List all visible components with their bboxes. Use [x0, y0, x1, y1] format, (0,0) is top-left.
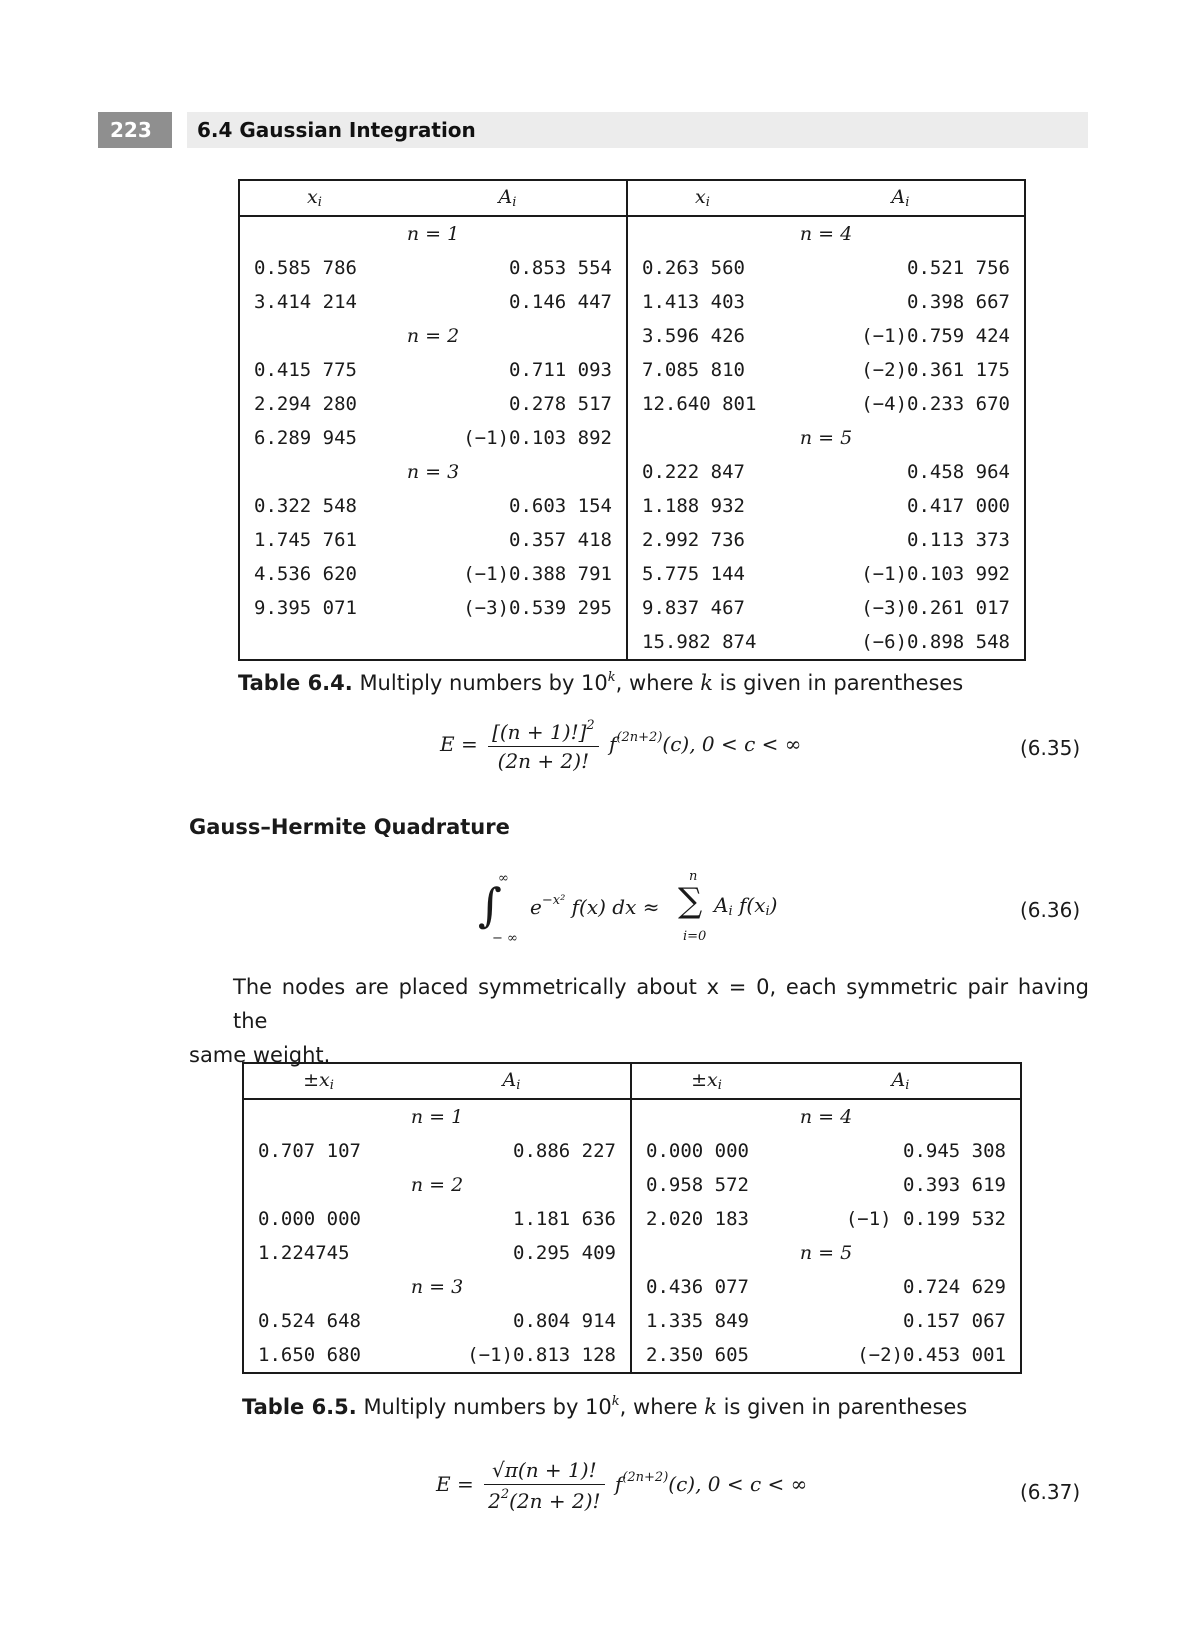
- group-label: n = 5: [627, 421, 1025, 455]
- node-cell: 2.350 605: [631, 1338, 781, 1373]
- rhs-a: A: [714, 893, 729, 917]
- weight-cell: 0.357 418: [509, 529, 612, 551]
- group-label: n = 2: [410, 1174, 464, 1196]
- group-label: n = 4: [631, 1099, 1021, 1134]
- node-cell: 0.000 000: [258, 1208, 361, 1230]
- eq-arg: (c), 0 < c < ∞: [662, 732, 802, 756]
- weight-cell: 0.278 517: [509, 393, 612, 415]
- node-cell: 9.395 071: [254, 597, 357, 619]
- empty-cell: [389, 625, 627, 660]
- table-6-5: [242, 1062, 1022, 1374]
- weight-cell: (−2)0.361 175: [861, 359, 1010, 381]
- table-row: [243, 1134, 1021, 1168]
- group-label: n = 4: [627, 216, 1025, 251]
- col-header-a: A: [891, 1069, 906, 1091]
- node-cell: 0.415 775: [254, 359, 357, 381]
- node-cell: 4.536 620: [254, 563, 357, 585]
- rhs-f: f(x: [732, 893, 766, 917]
- table-row: [243, 1236, 1021, 1270]
- node-cell: 2.294 280: [254, 393, 357, 415]
- table-row: [243, 1338, 1021, 1373]
- equation-number: (6.36): [1020, 898, 1081, 922]
- caption-sup: k: [607, 670, 616, 685]
- rhs-close: ): [769, 893, 778, 917]
- table-row: [239, 455, 1025, 489]
- weight-cell: (−1)0.759 424: [861, 325, 1010, 347]
- table-row: [243, 1304, 1021, 1338]
- table-header-row: [239, 180, 1025, 216]
- caption-sup: k: [611, 1394, 620, 1409]
- table-row: [243, 1270, 1021, 1304]
- table-row: [239, 625, 1025, 660]
- sum-upper: n: [689, 869, 698, 884]
- equation-6-37: [436, 1458, 807, 1513]
- weight-cell: 0.295 409: [513, 1242, 616, 1264]
- weight-cell: 0.804 914: [513, 1310, 616, 1332]
- node-cell: 0.585 786: [254, 257, 357, 279]
- group-label: n = 5: [631, 1236, 1021, 1270]
- node-cell: 9.837 467: [627, 591, 777, 625]
- eq-denom-base: 2: [488, 1489, 501, 1513]
- eq-numer-text: [(n + 1)!]: [492, 720, 587, 744]
- col-header-x: x: [695, 186, 706, 208]
- eq-arg: (c), 0 < c < ∞: [668, 1472, 808, 1496]
- node-cell: 2.020 183: [631, 1202, 781, 1236]
- caption-k: k: [704, 1395, 717, 1419]
- node-cell: 0.263 560: [627, 251, 777, 285]
- node-cell: 5.775 144: [627, 557, 777, 591]
- weight-cell: 0.521 756: [907, 257, 1010, 279]
- sum-rhs: [714, 893, 777, 919]
- caption-text: is given in parentheses: [712, 671, 964, 695]
- weight-cell: 0.157 067: [903, 1310, 1006, 1332]
- node-cell: 7.085 810: [627, 353, 777, 387]
- node-cell: 0.524 648: [258, 1310, 361, 1332]
- equation-6-36: [478, 869, 808, 946]
- col-header-x: ±x: [303, 1069, 330, 1091]
- col-header-a-sub: i: [905, 1078, 910, 1093]
- table-row: [239, 285, 1025, 319]
- col-header-a-sub: i: [516, 1078, 521, 1093]
- table-6-4-caption: [238, 670, 963, 695]
- caption-label: Table 6.5.: [242, 1395, 357, 1419]
- node-cell: 1.650 680: [258, 1344, 361, 1366]
- table-row: [239, 216, 1025, 251]
- table-row: [239, 523, 1025, 557]
- group-label: n = 2: [406, 325, 460, 347]
- weight-cell: 0.724 629: [903, 1276, 1006, 1298]
- eq-f-sup: (2n+2): [616, 730, 663, 745]
- col-header-x-sub: i: [317, 195, 322, 210]
- caption-text: Multiply numbers by 10: [352, 671, 608, 695]
- empty-cell: [239, 625, 389, 660]
- page-number: 223: [98, 112, 172, 148]
- table-6-5-caption: [242, 1394, 967, 1419]
- col-header-x: x: [307, 186, 318, 208]
- caption-text: , where: [619, 1395, 705, 1419]
- eq-denominator: [484, 1485, 604, 1513]
- table-row: [239, 591, 1025, 625]
- body-paragraph: [189, 970, 1089, 1072]
- weight-cell: (−6)0.898 548: [861, 631, 1010, 653]
- weight-cell: 0.393 619: [903, 1174, 1006, 1196]
- section-heading: Gauss–Hermite Quadrature: [189, 815, 510, 839]
- weight-cell: (−1) 0.199 532: [845, 1208, 1006, 1230]
- caption-k: k: [700, 671, 713, 695]
- node-cell: 0.322 548: [254, 495, 357, 517]
- weight-cell: (−1)0.813 128: [467, 1344, 616, 1366]
- eq-numerator: [488, 718, 599, 747]
- weight-cell: 0.417 000: [907, 495, 1010, 517]
- eq-numer-sup: 2: [586, 718, 595, 733]
- node-cell: 0.707 107: [258, 1140, 361, 1162]
- node-cell: 1.745 761: [254, 529, 357, 551]
- group-label: n = 3: [410, 1276, 464, 1298]
- weight-cell: 0.398 667: [907, 291, 1010, 313]
- eq-f: f: [609, 732, 617, 756]
- table-row: [243, 1099, 1021, 1134]
- node-cell: 1.188 932: [627, 489, 777, 523]
- col-header-x: ±x: [691, 1069, 718, 1091]
- node-cell: 3.596 426: [627, 319, 777, 353]
- caption-label: Table 6.4.: [238, 671, 353, 695]
- table-row: [239, 387, 1025, 421]
- eq-fraction: [488, 718, 599, 773]
- eq-f-sup: (2n+2): [622, 1470, 669, 1485]
- equation-number: (6.37): [1020, 1480, 1081, 1504]
- table-header-row: [243, 1063, 1021, 1099]
- weight-cell: (−4)0.233 670: [861, 393, 1010, 415]
- node-cell: 1.335 849: [631, 1304, 781, 1338]
- weight-cell: 0.113 373: [907, 529, 1010, 551]
- col-header-x-sub: i: [705, 195, 710, 210]
- col-header-x-sub: i: [329, 1078, 334, 1093]
- sum-sign: ∑: [678, 881, 703, 921]
- eq-fraction: [484, 1458, 604, 1513]
- integrand-exp: −x²: [541, 893, 566, 908]
- table-row: [239, 557, 1025, 591]
- node-cell: 2.992 736: [627, 523, 777, 557]
- node-cell: 0.958 572: [631, 1168, 781, 1202]
- weight-cell: 1.181 636: [513, 1208, 616, 1230]
- col-header-a: A: [502, 1069, 517, 1091]
- table-row: [243, 1202, 1021, 1236]
- weight-cell: (−2)0.453 001: [857, 1344, 1006, 1366]
- table-row: [239, 353, 1025, 387]
- caption-text: is given in parentheses: [716, 1395, 968, 1419]
- integrand-rest: f(x) dx ≈: [565, 895, 660, 919]
- col-header-a: A: [891, 186, 906, 208]
- rhs-a-sub: i: [728, 904, 733, 919]
- integral-lower: − ∞: [492, 931, 518, 946]
- equation-number: (6.35): [1020, 736, 1081, 760]
- node-cell: 12.640 801: [627, 387, 777, 421]
- node-cell: 6.289 945: [254, 427, 357, 449]
- col-header-a-sub: i: [512, 195, 517, 210]
- group-label: n = 3: [406, 461, 460, 483]
- weight-cell: (−3)0.261 017: [861, 597, 1010, 619]
- table-row: [239, 489, 1025, 523]
- weight-cell: 0.711 093: [509, 359, 612, 381]
- col-header-x-sub: i: [717, 1078, 722, 1093]
- eq-denominator: (2n + 2)!: [497, 749, 590, 773]
- weight-cell: 0.458 964: [907, 461, 1010, 483]
- paragraph-line: The nodes are placed symmetrically about x = 0, each symmetric pair having the: [233, 975, 1089, 1033]
- table-row: [239, 319, 1025, 353]
- table-6-4: [238, 179, 1026, 661]
- eq-numerator: √π(n + 1)!: [484, 1458, 604, 1485]
- node-cell: 0.000 000: [631, 1134, 781, 1168]
- weight-cell: 0.146 447: [509, 291, 612, 313]
- weight-cell: 0.853 554: [509, 257, 612, 279]
- sum-lower: i=0: [683, 929, 707, 944]
- node-cell: 1.413 403: [627, 285, 777, 319]
- node-cell: 3.414 214: [254, 291, 357, 313]
- integral-sign: ∫: [478, 878, 502, 932]
- col-header-a-sub: i: [905, 195, 910, 210]
- running-header: 6.4 Gaussian Integration: [187, 112, 1088, 148]
- node-cell: 15.982 874: [627, 625, 777, 660]
- group-label: n = 1: [406, 223, 460, 245]
- table-row: [243, 1168, 1021, 1202]
- integrand: [530, 893, 659, 919]
- table-row: [239, 421, 1025, 455]
- eq-f: f: [614, 1472, 623, 1496]
- eq-lhs: E =: [440, 732, 478, 756]
- weight-cell: 0.886 227: [513, 1140, 616, 1162]
- group-label: n = 1: [410, 1106, 464, 1128]
- node-cell: 0.222 847: [627, 455, 777, 489]
- weight-cell: (−3)0.539 295: [463, 597, 612, 619]
- weight-cell: 0.945 308: [903, 1140, 1006, 1162]
- integrand-e: e: [530, 895, 542, 919]
- weight-cell: (−1)0.388 791: [463, 563, 612, 585]
- weight-cell: (−1)0.103 992: [861, 563, 1010, 585]
- caption-text: Multiply numbers by 10: [356, 1395, 612, 1419]
- node-cell: 1.224745: [258, 1242, 350, 1264]
- eq-lhs: E =: [436, 1472, 474, 1496]
- node-cell: 0.436 077: [631, 1270, 781, 1304]
- eq-denom-sup: 2: [500, 1487, 510, 1502]
- weight-cell: 0.603 154: [509, 495, 612, 517]
- rhs-x-sub: i: [765, 904, 770, 919]
- weight-cell: (−1)0.103 892: [463, 427, 612, 449]
- paragraph-line: same weight.: [189, 1043, 331, 1067]
- table-row: [239, 251, 1025, 285]
- eq-denom-rest: (2n + 2)!: [509, 1489, 601, 1513]
- integral-upper: ∞: [498, 871, 509, 886]
- equation-6-35: [440, 718, 801, 773]
- col-header-a: A: [498, 186, 513, 208]
- caption-text: , where: [615, 671, 701, 695]
